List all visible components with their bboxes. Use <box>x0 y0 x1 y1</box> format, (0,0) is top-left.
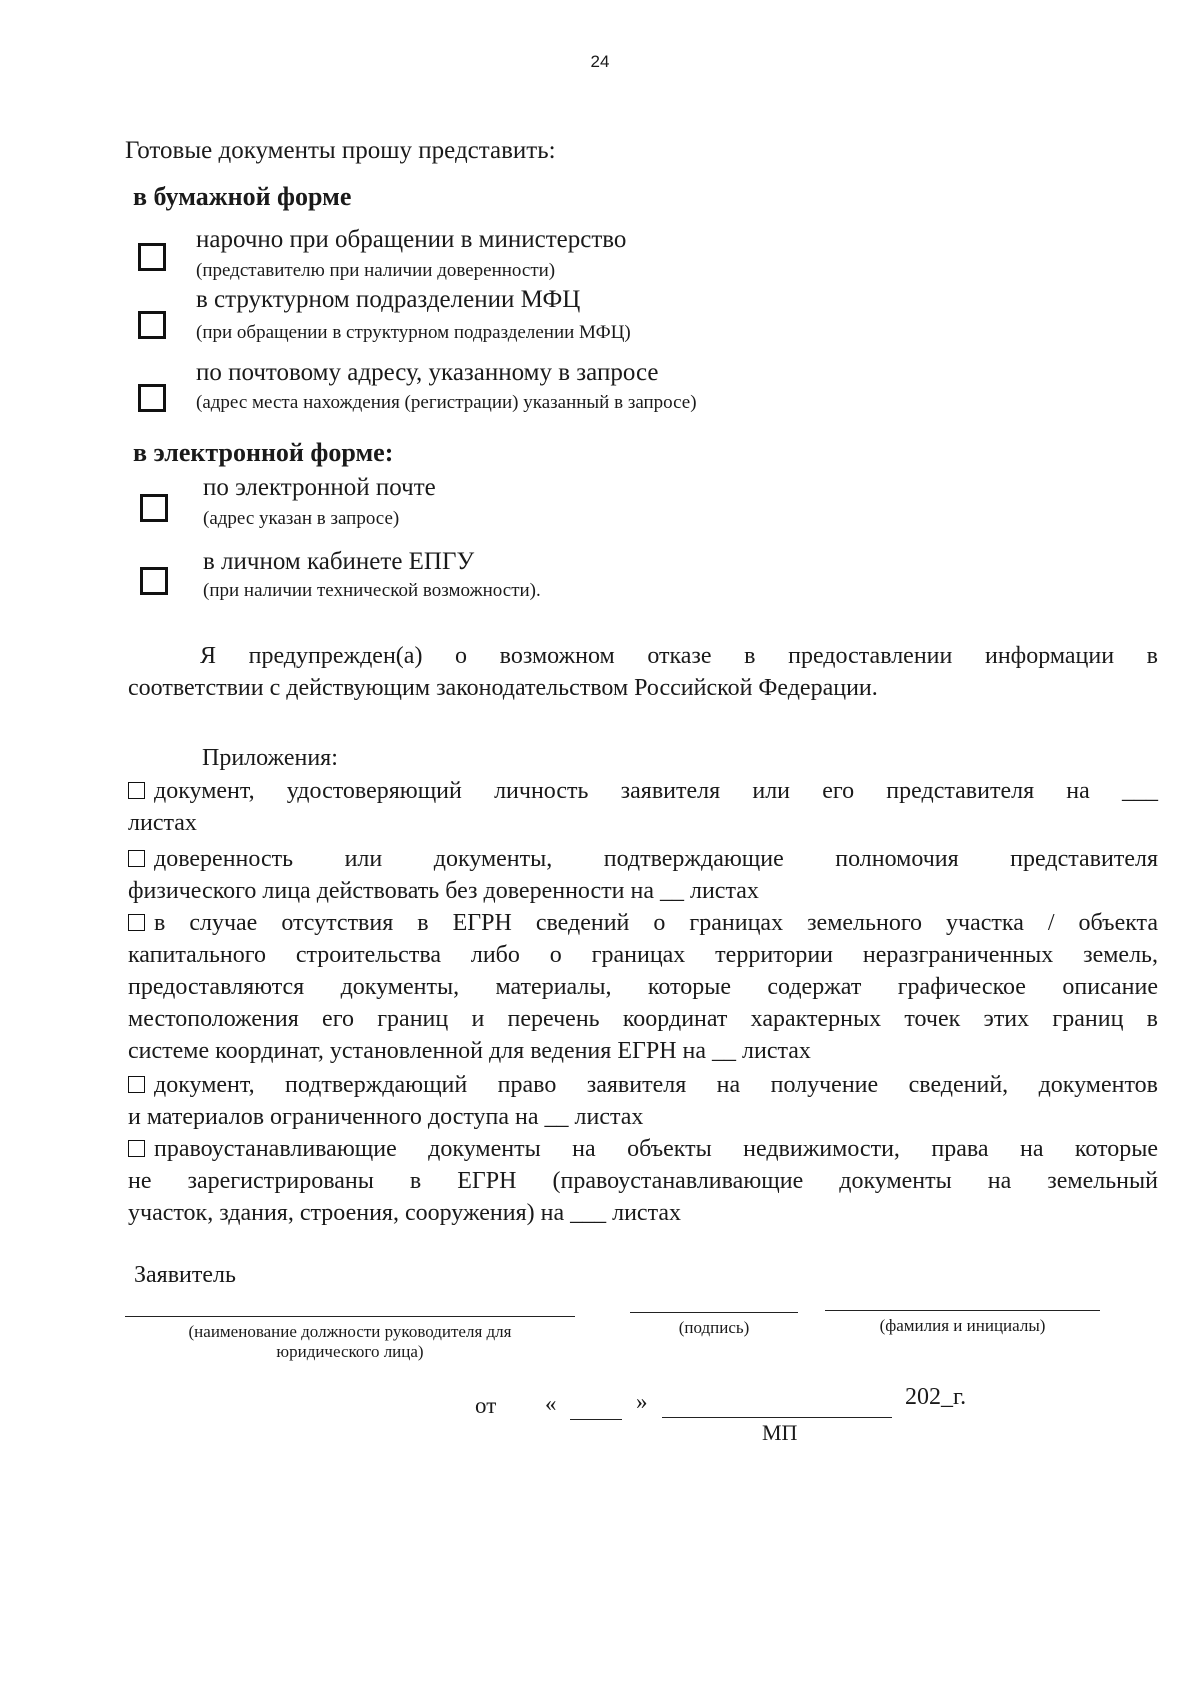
warning-line-2: соответствии с действующим законодательством Российской Федерации. <box>128 675 878 701</box>
warning-line-1: Я предупрежден(а) о возможном отказе в предоставлении информации в <box>200 643 1158 669</box>
option-title-mfc: в структурном подразделении МФЦ <box>196 286 581 313</box>
option-note-mfc: (при обращении в структурном подразделении МФЦ) <box>196 322 631 343</box>
attachment-2-line-1: доверенность или документы, подтверждающие полномочия представителя <box>154 846 1158 872</box>
attachment-item-2 <box>128 843 1158 907</box>
attachment-5-line-2: не зарегистрированы в ЕГРН (правоустанавливающие документы на земельный <box>128 1168 1158 1194</box>
attachment-3-line-4: местоположения его границ и перечень координат характерных точек этих границ в <box>128 1006 1158 1032</box>
checkbox-paper-ministry[interactable] <box>138 243 166 271</box>
option-note-epgu: (при наличии технической возможности). <box>203 580 541 601</box>
attachment-checkbox-3[interactable] <box>128 914 145 931</box>
intro-text: Готовые документы прошу представить: <box>125 137 556 164</box>
attachment-1-line-1: документ, удостоверяющий личность заявителя или его представителя на ___ <box>154 778 1158 804</box>
attachment-1-line-2: листах <box>128 810 197 836</box>
checkbox-electronic-epgu[interactable] <box>140 567 168 595</box>
attachment-4-line-1: документ, подтверждающий право заявителя на получение сведений, документов <box>154 1072 1158 1098</box>
option-title-epgu: в личном кабинете ЕПГУ <box>203 548 475 575</box>
attachment-2-line-2: физического лица действовать без доверенности на __ листах <box>128 878 759 904</box>
attachment-item-5 <box>128 1133 1158 1229</box>
day-blank[interactable] <box>570 1419 622 1420</box>
position-line[interactable] <box>125 1316 575 1317</box>
signature-line[interactable] <box>630 1312 798 1313</box>
checkbox-electronic-email[interactable] <box>140 494 168 522</box>
attachment-item-3 <box>128 907 1158 1067</box>
attachment-item-1 <box>128 775 1158 839</box>
attachment-4-line-2: и материалов ограниченного доступа на __ листах <box>128 1104 644 1130</box>
date-close-quote: » <box>636 1389 648 1414</box>
attachment-checkbox-1[interactable] <box>128 782 145 799</box>
date-year: 202_г. <box>905 1384 967 1410</box>
option-note-ministry: (представителю при наличии доверенности) <box>196 260 556 281</box>
caption-name: (фамилия и инициалы) <box>879 1316 1046 1335</box>
attachment-checkbox-2[interactable] <box>128 850 145 867</box>
attachment-checkbox-5[interactable] <box>128 1140 145 1157</box>
option-title-post: по почтовому адресу, указанному в запросе <box>196 359 659 386</box>
stamp-label: МП <box>762 1420 798 1445</box>
applicant-label: Заявитель <box>134 1262 236 1288</box>
attachment-checkbox-4[interactable] <box>128 1076 145 1093</box>
caption-position <box>125 1322 575 1362</box>
date-open-quote: « <box>545 1391 557 1416</box>
option-note-post: (адрес места нахождения (регистрации) указанный в запросе) <box>196 392 697 413</box>
caption-signature: (подпись) <box>678 1318 750 1337</box>
attachment-3-line-3: предоставляются документы, материалы, которые содержат графическое описание <box>128 974 1158 1000</box>
warning-paragraph <box>128 640 1158 704</box>
attachment-5-line-1: правоустанавливающие документы на объекты недвижимости, права на которые <box>154 1136 1158 1162</box>
caption-position-line-1: (наименование должности руководителя для <box>188 1322 512 1341</box>
paper-section-heading: в бумажной форме <box>133 182 352 211</box>
caption-position-line-2: юридического лица) <box>276 1342 424 1361</box>
name-line[interactable] <box>825 1310 1100 1311</box>
attachment-3-line-1: в случае отсутствия в ЕГРН сведений о границах земельного участка / объекта <box>154 910 1158 936</box>
checkbox-paper-post[interactable] <box>138 384 166 412</box>
month-blank[interactable] <box>662 1417 892 1418</box>
electronic-section-heading: в электронной форме: <box>133 438 394 467</box>
option-note-email: (адрес указан в запросе) <box>203 508 400 529</box>
date-from-label: от <box>475 1393 497 1418</box>
option-title-email: по электронной почте <box>203 474 436 501</box>
attachment-3-line-2: капитального строительства либо о границах территории неразграниченных земель, <box>128 942 1158 968</box>
attachment-item-4 <box>128 1069 1158 1133</box>
attachment-3-line-5: системе координат, установленной для ведения ЕГРН на __ листах <box>128 1038 811 1064</box>
page-number: 24 <box>590 52 610 71</box>
attachments-heading: Приложения: <box>202 745 338 771</box>
option-title-ministry: нарочно при обращении в министерство <box>196 226 627 253</box>
checkbox-paper-mfc[interactable] <box>138 311 166 339</box>
attachment-5-line-3: участок, здания, строения, сооружения) на ___ листах <box>128 1200 682 1226</box>
